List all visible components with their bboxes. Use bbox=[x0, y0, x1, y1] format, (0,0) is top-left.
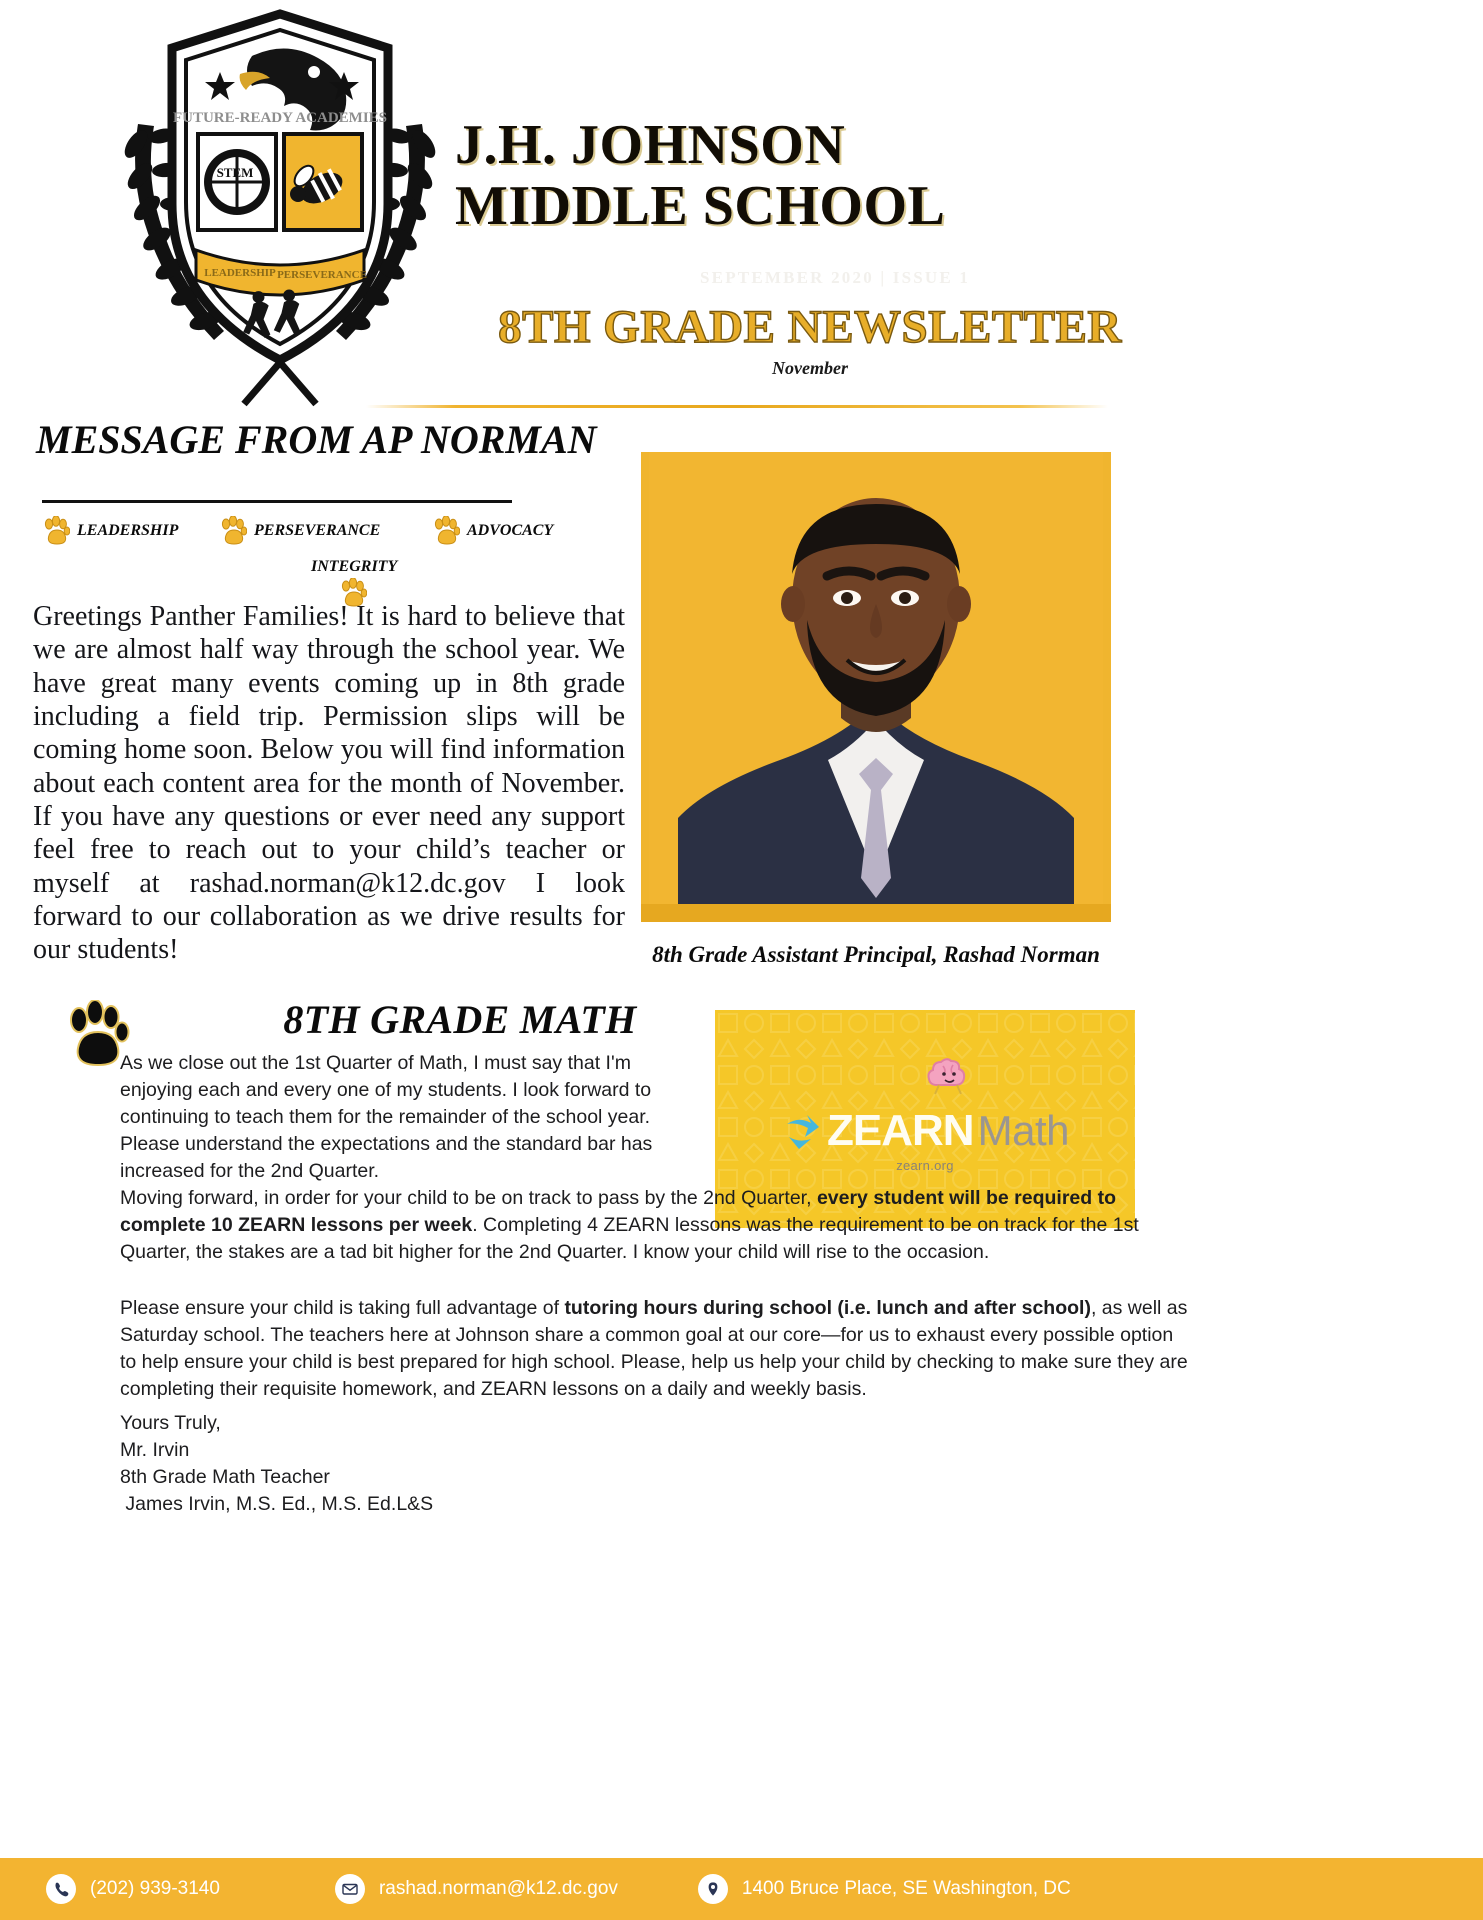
crest-stem-label: STEM bbox=[216, 165, 254, 180]
value-label: INTEGRITY bbox=[311, 558, 398, 575]
crest-banner-right: PERSEVERANCE bbox=[277, 269, 367, 281]
issue-watermark: SEPTEMBER 2020 | ISSUE 1 bbox=[700, 268, 971, 287]
principal-photo bbox=[641, 452, 1111, 922]
signature-name: Mr. Irvin bbox=[120, 1438, 190, 1461]
math-section-heading: 8TH GRADE MATH bbox=[283, 997, 637, 1042]
value-item-advocacy bbox=[434, 516, 553, 546]
location-pin-icon bbox=[698, 1874, 728, 1904]
value-label: PERSEVERANCE bbox=[254, 522, 381, 539]
crest-motto: FUTURE-READY ACADEMIES bbox=[172, 110, 388, 126]
zearn-wordmark-group bbox=[715, 1106, 1135, 1156]
zearn-arrow-icon bbox=[781, 1109, 825, 1153]
ap-message-body: Greetings Panther Families! It is hard to believe that we are almost half way through the school year. We have great many events coming up in 8th grade including a field trip. Permission slips will be coming home soon. Below you will find information about each content area for the month of November. If you have any questions or ever need any support feel free to reach out to your child’s teacher or myself at rashad.norman@k12.dc.gov I look forward to our collaboration as we drive results for our students! bbox=[33, 601, 625, 966]
ap-heading-underline bbox=[42, 500, 512, 503]
paw-icon bbox=[434, 516, 460, 546]
value-label: LEADERSHIP bbox=[77, 522, 179, 539]
zearn-product-label: Math bbox=[977, 1107, 1069, 1154]
phone-icon bbox=[46, 1874, 76, 1904]
value-item-leadership bbox=[44, 516, 178, 546]
paw-icon bbox=[44, 516, 70, 546]
contact-footer bbox=[0, 1858, 1483, 1920]
school-crest-logo bbox=[100, 4, 460, 414]
envelope-icon bbox=[335, 1874, 365, 1904]
math-paragraph-2 bbox=[120, 1185, 1180, 1266]
value-label: ADVOCACY bbox=[467, 522, 554, 539]
header-divider bbox=[366, 405, 1108, 408]
paw-icon bbox=[221, 516, 247, 546]
footer-email[interactable] bbox=[335, 1874, 618, 1904]
principal-photo-frame bbox=[641, 452, 1111, 922]
school-name-line2: MIDDLE SCHOOL bbox=[455, 174, 946, 237]
zearn-wordmark: ZEARN bbox=[827, 1106, 974, 1155]
newsletter-month: November bbox=[772, 358, 848, 378]
math-p3-pre: Please ensure your child is taking full advantage of bbox=[120, 1297, 565, 1319]
core-values-list bbox=[36, 508, 636, 588]
math-paragraph-1: As we close out the 1st Quarter of Math, I must say that I'm enjoying each and every one of my students. I look forward to continuing to teach them for the remainder of the school year. Please understand the expectations and the standard bar has increased for the 2nd Quarter. bbox=[120, 1052, 653, 1182]
math-p3-bold: tutoring hours during school (i.e. lunch and after school) bbox=[564, 1297, 1091, 1319]
newsletter-title: 8TH GRADE NEWSLETTER bbox=[498, 301, 1122, 353]
school-name-line1: J.H. JOHNSON bbox=[455, 114, 846, 176]
math-p2-post: . Completing 4 ZEARN lessons was the requirement to be on track for the 1st Quarter, the stakes are a tad bit higher for the 2nd Quarter. I know your child will rise to the occasion. bbox=[120, 1213, 1139, 1263]
signature-credentials: James Irvin, M.S. Ed., M.S. Ed.L&S bbox=[120, 1492, 434, 1515]
footer-email-text: rashad.norman@k12.dc.gov bbox=[378, 1878, 618, 1899]
value-item-perseverance bbox=[221, 516, 380, 546]
photo-caption: 8th Grade Assistant Principal, Rashad Norman bbox=[652, 942, 1100, 967]
zearn-url: zearn.org bbox=[896, 1158, 954, 1173]
math-signature-block bbox=[120, 1410, 720, 1518]
school-name bbox=[455, 114, 1155, 237]
footer-address[interactable] bbox=[698, 1874, 1071, 1904]
signature-title: 8th Grade Math Teacher bbox=[120, 1465, 330, 1488]
math-p2-bold: every student will be required to complete 10 ZEARN lessons per week bbox=[120, 1187, 1117, 1236]
signature-closing: Yours Truly, bbox=[120, 1412, 221, 1434]
math-p2-pre: Moving forward, in order for your child to be on track to pass by the 2nd Quarter, bbox=[120, 1187, 817, 1209]
ap-message-heading: MESSAGE FROM AP NORMAN bbox=[36, 417, 597, 462]
brain-mascot-icon bbox=[927, 1052, 973, 1098]
footer-phone[interactable] bbox=[46, 1874, 220, 1904]
crest-banner-left: LEADERSHIP bbox=[204, 267, 276, 279]
footer-phone-text: (202) 939-3140 bbox=[90, 1878, 220, 1899]
math-p3-post: , as well as Saturday school. The teachers here at Johnson share a common goal at our core—for us to exhaust every possible option to help ensure your child is best prepared for high school. Please, help us help your child by checking to make sure they are completing their requisite homework, and ZEARN lessons on a daily and weekly basis. bbox=[120, 1297, 1188, 1400]
math-paragraph-3 bbox=[120, 1295, 1192, 1403]
newsletter-header bbox=[0, 0, 1483, 420]
footer-address-text: 1400 Bruce Place, SE Washington, DC bbox=[741, 1878, 1071, 1899]
